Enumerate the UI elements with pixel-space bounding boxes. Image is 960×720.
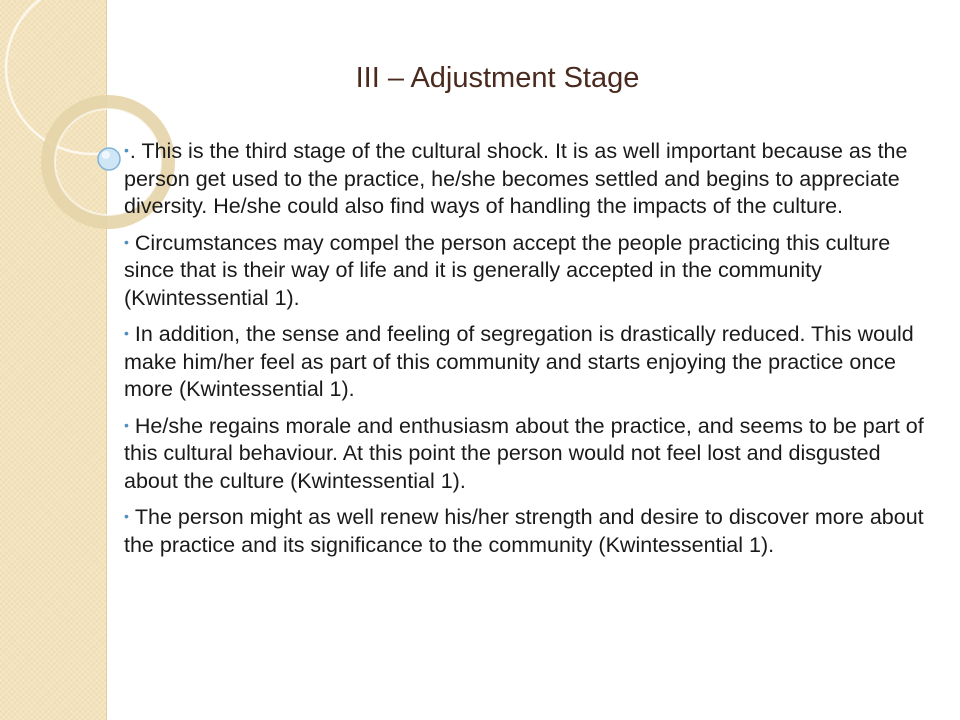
bullet-icon: • bbox=[124, 508, 129, 524]
blue-orb-icon bbox=[98, 148, 120, 170]
bullet-item bbox=[124, 412, 924, 496]
bullet-item bbox=[124, 137, 924, 221]
bullet-icon: • bbox=[124, 325, 129, 341]
bullet-item bbox=[124, 229, 924, 313]
bullet-text: He/she regains morale and enthusiasm about the practice, and seems to be part of this cultural behaviour. At this point the person would not feel lost and disgusted about the culture (Kwintessential 1). bbox=[124, 413, 924, 493]
bullet-text: In addition, the sense and feeling of segregation is drastically reduced. This would make him/her feel as part of this community and starts enjoying the practice once more (Kwintessential 1). bbox=[124, 322, 914, 401]
bullet-list bbox=[124, 137, 924, 567]
bullet-text: The person might as well renew his/her strength and desire to discover more about the practice and its significance to the community (Kwintessential 1). bbox=[124, 505, 924, 557]
bullet-item bbox=[124, 320, 924, 404]
bullet-icon: • bbox=[124, 142, 129, 158]
slide-title: III – Adjustment Stage bbox=[355, 62, 640, 94]
bullet-item bbox=[124, 503, 924, 559]
bullet-text: . This is the third stage of the cultural shock. It is as well important because as the person get used to the practice, he/she becomes settled and begins to appreciate diversity. He/she could also find ways of handling the impacts of the culture. bbox=[124, 139, 908, 218]
bullet-text: Circumstances may compel the person accept the people practicing this culture since that is their way of life and it is generally accepted in the community (Kwintessential 1). bbox=[124, 230, 891, 310]
bullet-icon: • bbox=[124, 416, 129, 433]
bullet-icon: • bbox=[124, 233, 129, 250]
